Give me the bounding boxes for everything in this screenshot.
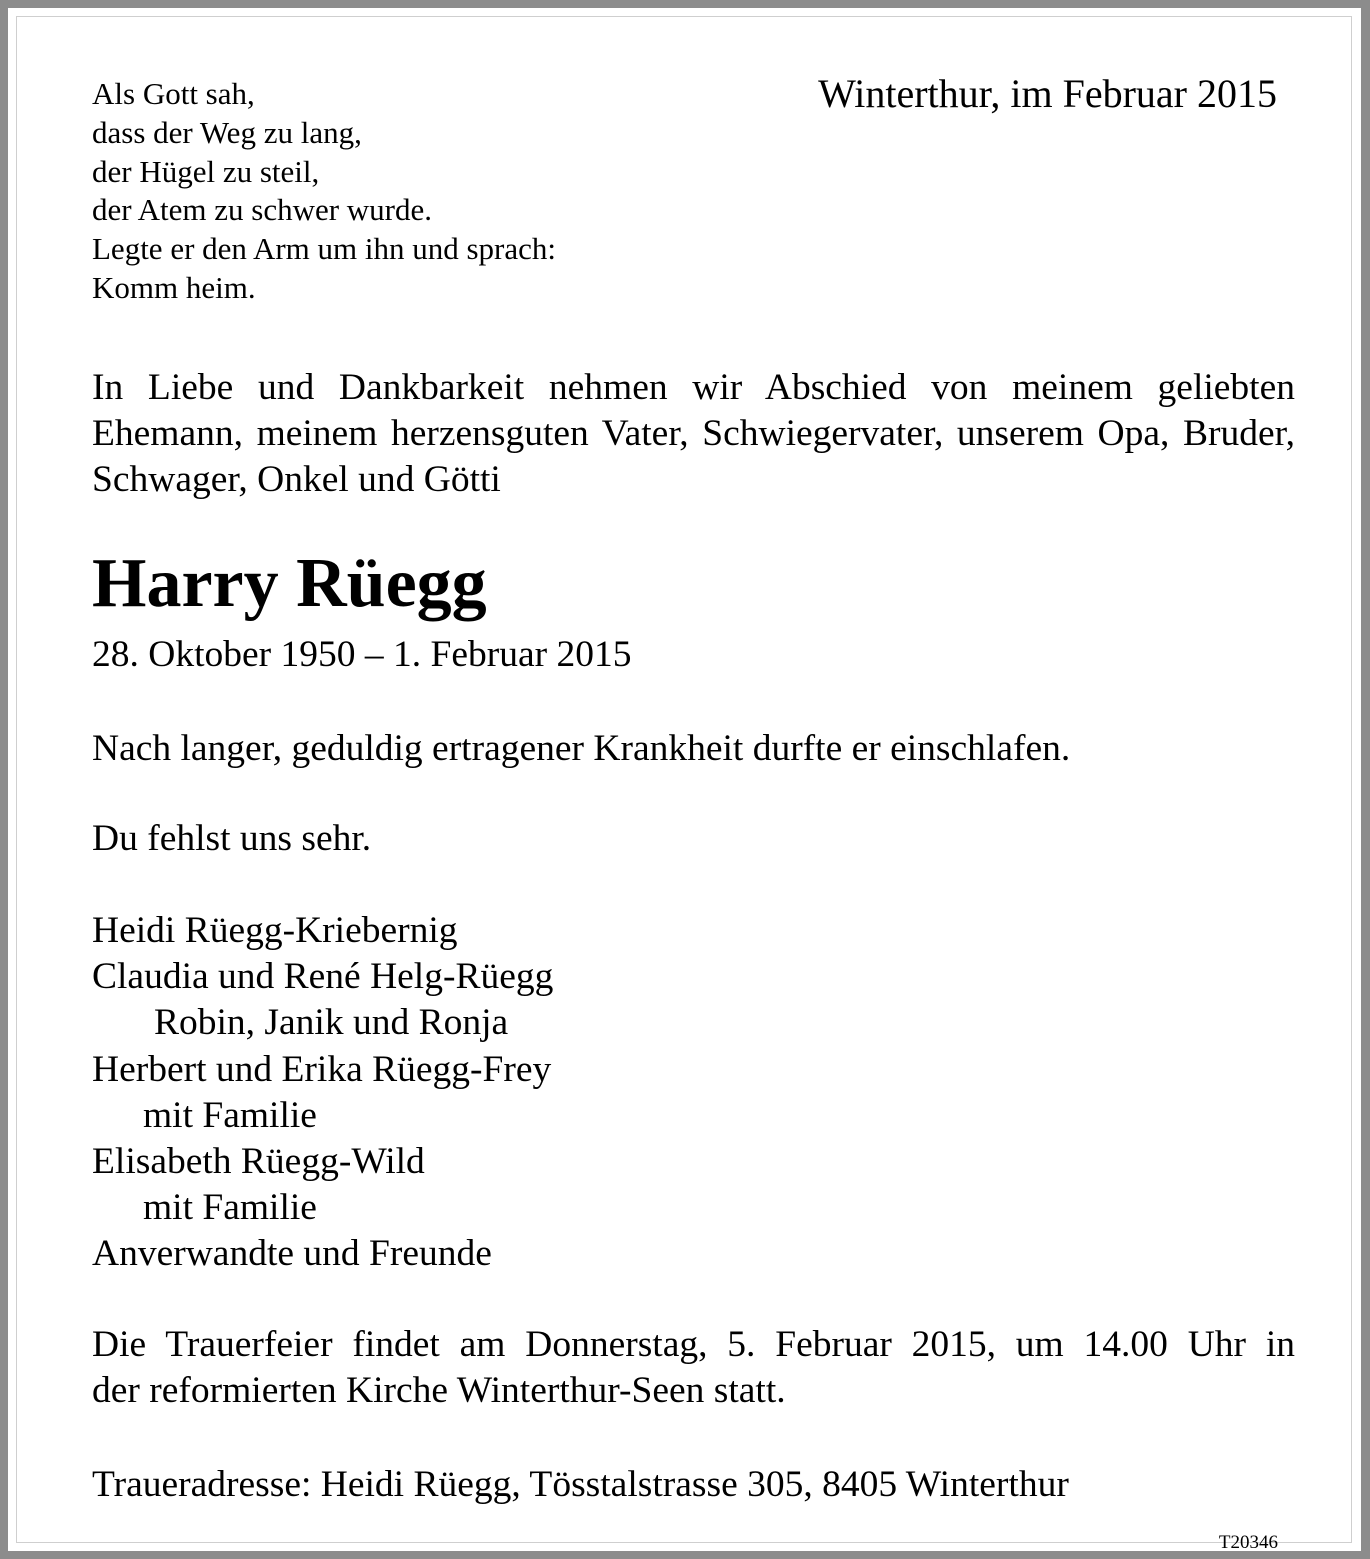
mourner-entry: mit Familie: [143, 1187, 317, 1229]
mourning-address: Traueradresse: Heidi Rüegg, Tösstalstrasse 305, 8405 Winterthur: [92, 1464, 1069, 1505]
poem-line: Legte er den Arm um ihn und sprach:: [92, 231, 557, 267]
mourner-entry: Herbert und Erika Rüegg-Frey: [92, 1048, 552, 1090]
poem-line: der Atem zu schwer wurde.: [92, 192, 433, 228]
message-illness: Nach langer, geduldig ertragener Krankheit durfte er einschlafen.: [92, 728, 1071, 769]
mourner-entry: Claudia und René Helg-Rüegg: [92, 956, 554, 998]
funeral-line: der reformierten Kirche Winterthur-Seen statt.: [92, 1370, 786, 1411]
poem: [92, 75, 556, 308]
mourner-entry: Elisabeth Rüegg-Wild: [92, 1141, 425, 1183]
poem-line: Komm heim.: [92, 269, 256, 305]
poem-line: dass der Weg zu lang,: [92, 114, 362, 150]
mourners-list: [92, 908, 553, 1278]
funeral-line: Die Trauerfeier findet am Donnerstag, 5. Februar 2015, um 14.00 Uhr in: [92, 1324, 1295, 1365]
place-date: Winterthur, im Februar 2015: [818, 71, 1277, 116]
intro-text: In Liebe und Dankbarkeit nehmen wir Abschied von meinem geliebten Ehemann, meinem herzensguten Vater, Schwiegervater, unserem Opa, Bruder, Schwager, Onkel und Götti: [92, 367, 1295, 500]
ad-code: T20346: [1218, 1532, 1278, 1553]
mourner-entry: Anverwandte und Freunde: [92, 1233, 492, 1275]
mourner-entry: Heidi Rüegg-Kriebernig: [92, 910, 458, 951]
deceased-name: Harry Rüegg: [92, 545, 487, 622]
mourner-entry: Robin, Janik und Ronja: [154, 1002, 509, 1044]
funeral-info: [92, 1322, 1295, 1414]
life-dates: 28. Oktober 1950 – 1. Februar 2015: [92, 634, 632, 675]
message-missed: Du fehlst uns sehr.: [92, 818, 372, 859]
mourner-entry: mit Familie: [143, 1094, 317, 1136]
poem-line: Als Gott sah,: [92, 76, 255, 111]
poem-line: der Hügel zu steil,: [92, 153, 320, 189]
